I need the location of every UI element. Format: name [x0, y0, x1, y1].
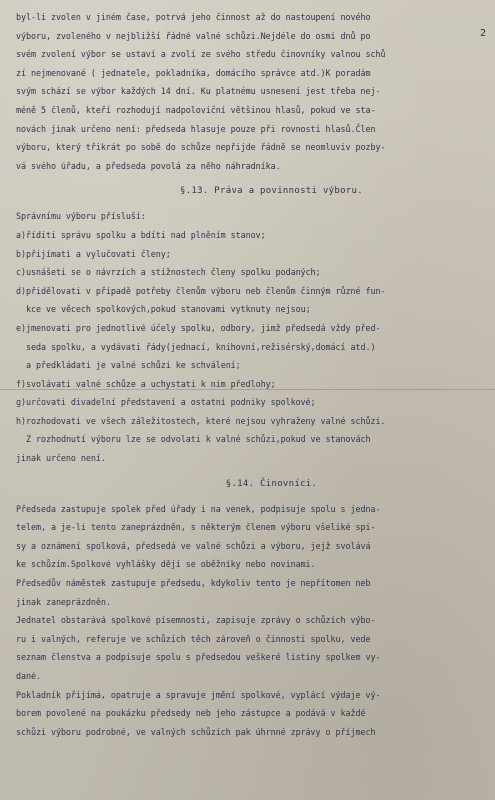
text-line: schůzi výboru podrobné, ve valných schůzích pak úhrnné zprávy o příjmech	[16, 726, 376, 737]
text-line: novách jinak určeno není: předseda hlasuje pouze při rovnosti hlasů.Člen	[16, 123, 376, 134]
text-line: výboru, který třikrát po sobě do schůze nepřijde řádně se neomluviv pozby-	[16, 142, 386, 153]
margin-mark: 2	[479, 28, 486, 39]
text-line: seznam členstva a podpisuje spolu s předsedou veškeré listiny spolkem vy-	[16, 652, 381, 663]
text-line: b)přijímati a vylučovati členy;	[16, 248, 171, 259]
text-line: seda spolku, a vydávati řády(jednací, knihovní,režisérský,domácí atd.)	[26, 341, 376, 352]
text-line: a předkládati je valné schůzi ke schválení;	[26, 360, 241, 371]
text-line: byl-li zvolen v jiném čase, potrvá jeho činnost až do nastoupení nového	[16, 12, 371, 22]
text-line: svém zvolení výbor se ustaví a zvolí ze svého středu činovníky valnou schů	[16, 49, 386, 60]
text-line: e)jmenovati pro jednotlivé účely spolku, odbory, jimž předsedá vždy před-	[16, 322, 381, 333]
text-line: a)říditi správu spolku a bdíti nad plněním stanov;	[16, 229, 266, 240]
text-line: Předsedův náměstek zastupuje předsedu, kdykoliv tento je nepřítomen neb	[16, 578, 371, 589]
text-line: Jednatel obstarává spolkové písemnosti, zapisuje zprávy o schůzích výbo-	[16, 615, 376, 626]
text-line: telem, a je-li tento zaneprázdněn, s některým členem výboru všeliké spi-	[16, 522, 376, 533]
text-line: g)určovati divadelní představení a ostatní podniky spolkové;	[16, 397, 316, 408]
text-line: jinak zaneprázdněn.	[16, 596, 111, 607]
text-line: f)svolávati valné schůze a uchystati k nim předlohy;	[16, 378, 276, 389]
document-body	[16, 8, 487, 741]
text-line: dané.	[16, 671, 41, 681]
section-heading: §.13. Práva a povinnosti výboru.	[180, 186, 363, 197]
text-line: c)usnášeti se o návrzích a stížnostech členy spolku podaných;	[16, 267, 321, 278]
section-heading: §.14. Činovníci.	[225, 478, 318, 489]
text-line: Z rozhodnutí výboru lze se odvolati k valné schůzi,pokud ve stanovách	[26, 434, 371, 445]
text-line: zí nejmenované ( jednatele, pokladníka, domácího správce atd.)K poradám	[16, 67, 371, 78]
text-line: d)přidělovati v případě potřeby členům výboru neb členům činným různé fun-	[16, 285, 386, 296]
text-line: borem povolené na poukázku předsedy neb jeho zástupce a podává v každé	[16, 708, 366, 719]
text-line: h)rozhodovati ve všech záležitostech, které nejsou vyhraženy valné schůzi.	[16, 415, 386, 426]
text-line: Správnímu výboru přísluší:	[16, 211, 146, 222]
text-line: méně 5 členů, kteří rozhodují nadpoloviční většinou hlasů, pokud ve sta-	[16, 104, 376, 115]
text-line: výboru, zvoleného v nejbližší řádné valné schůzi.Nejdéle do osmi dnů po	[16, 30, 371, 41]
text-line: ru i valných, referuje ve schůzích těch zároveň o činnosti spolku, vede	[16, 633, 371, 644]
text-line: kce ve věcech spolkových,pokud stanovami vytknuty nejsou;	[26, 304, 311, 315]
text-line: Předseda zastupuje spolek před úřady i na venek, podpisuje spolu s jedna-	[16, 503, 381, 514]
text-line: vá svého úřadu, a předseda povolá za něho náhradníka.	[16, 160, 281, 171]
text-line: svým schází se výbor každých 14 dní. Ku platnému usnesení jest třeba nej-	[16, 86, 381, 97]
text-line: jinak určeno není.	[16, 453, 106, 464]
paper-fold	[0, 389, 495, 390]
text-line: ke schůzím.Spolkové vyhlášky dějí se oběžníky nebo novinami.	[16, 559, 316, 570]
text-line: sy a oznámení spolková, předsedá ve valné schůzi a výboru, jejž svolává	[16, 540, 371, 551]
text-line: Pokladník přijímá, opatruje a spravuje jmění spolkové, vyplácí výdaje vý-	[16, 689, 381, 700]
